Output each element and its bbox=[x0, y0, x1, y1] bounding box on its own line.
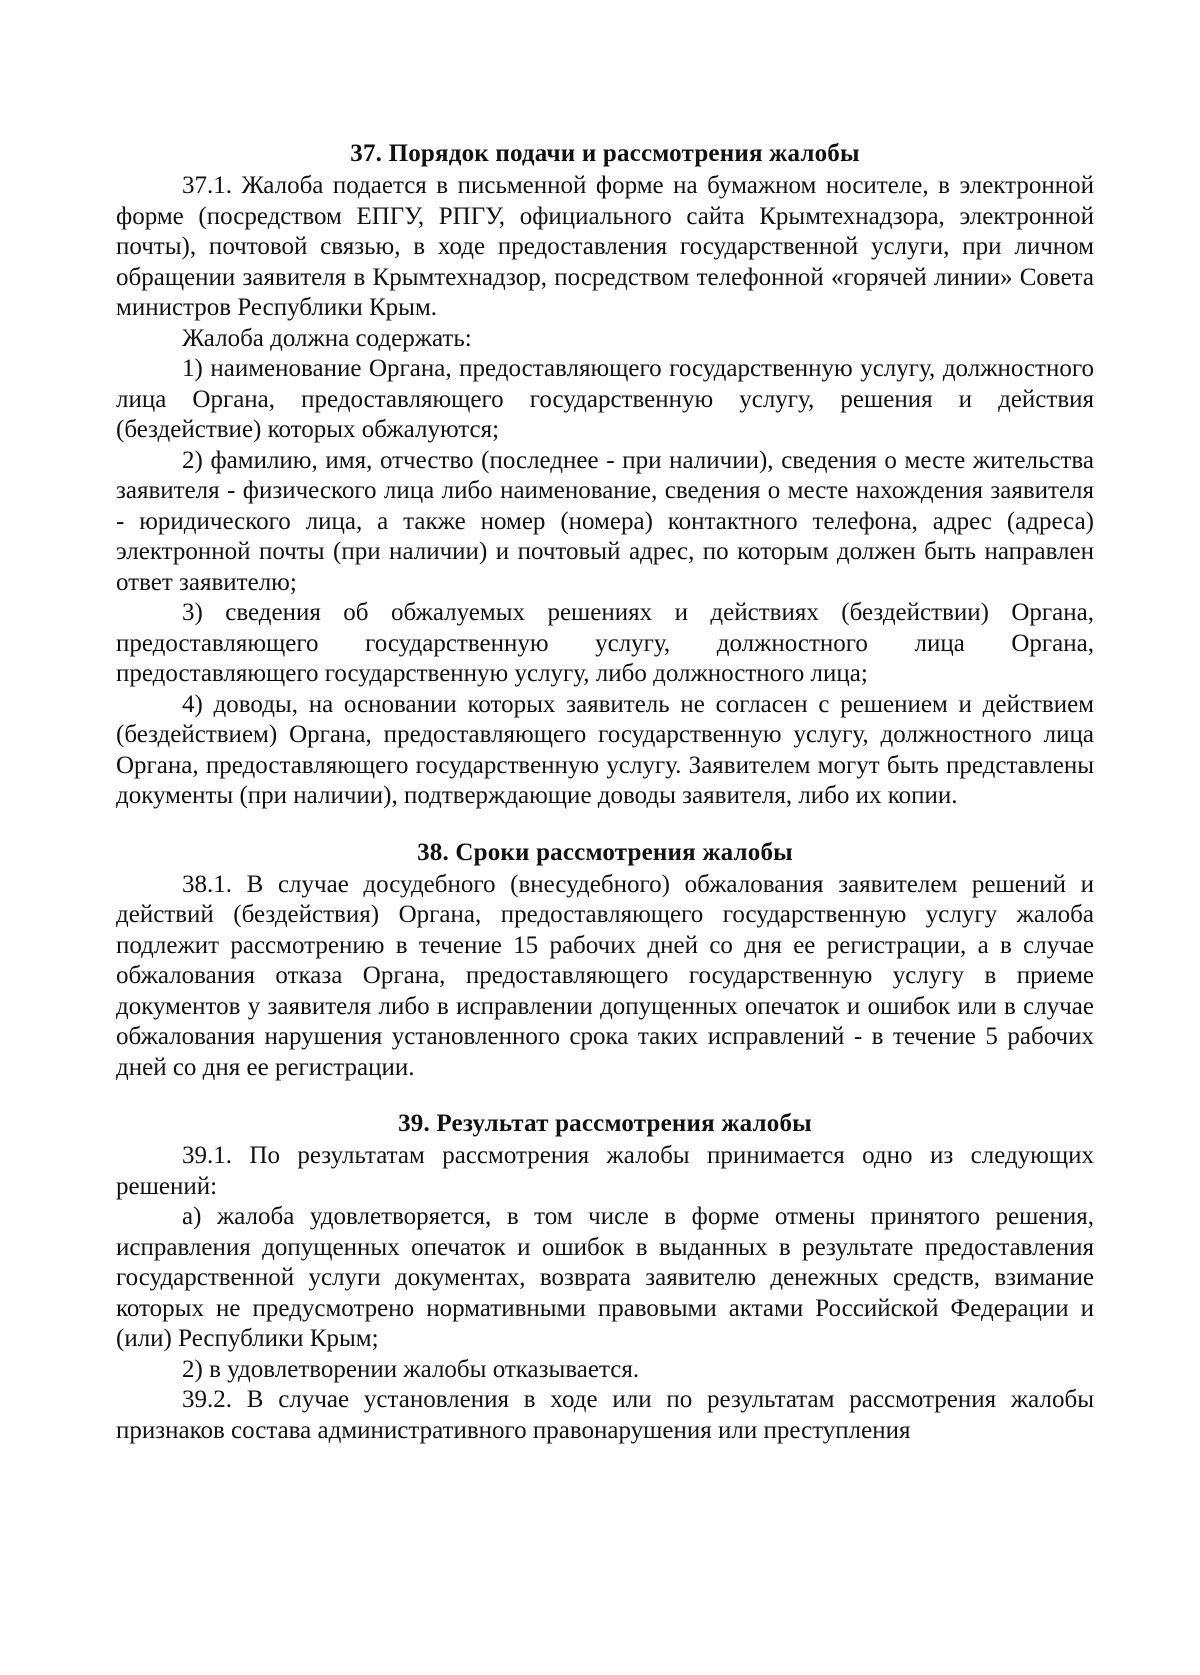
list-item: 3) сведения об обжалуемых решениях и действиях (бездействии) Органа, предоставляющего государственную услугу, должностного лица Органа, предоставляющего государственную услугу, либо должностного лица; bbox=[116, 599, 1094, 687]
paragraph: 39.2. В случае установления в ходе или по результатам рассмотрения жалобы признаков состава административного правонарушения или преступления bbox=[116, 1386, 1094, 1444]
paragraph: 37.1. Жалоба подается в письменной форме на бумажном носителе, в электронной форме (посредством ЕПГУ, РПГУ, официального сайта Крымтехнадзора, электронной почты), почтовой связью, в ходе предоставления государственной услуги, при личном обращении заявителя в Крымтехнадзор, посредством телефонной «горячей линии» Совета министров Республики Крым. bbox=[116, 172, 1094, 321]
list-item: 2) фамилию, имя, отчество (последнее - при наличии), сведения о месте жительства заявителя - физического лица либо наименование, сведения о месте нахождения заявителя - юридического лица, а также номер (номера) контактного телефона, адрес (адреса) электронной почты (при наличии) и почтовый адрес, по которым должен быть направлен ответ заявителю; bbox=[116, 446, 1094, 596]
section-37 bbox=[116, 137, 1094, 812]
section-heading: 37. Порядок подачи и рассмотрения жалобы bbox=[350, 140, 860, 167]
list-item: 2) в удовлетворении жалобы отказывается. bbox=[182, 1355, 640, 1383]
paragraph: Жалоба должна содержать: bbox=[182, 324, 472, 352]
paragraph: 39.1. По результатам рассмотрения жалобы принимается одно из следующих решений: bbox=[116, 1142, 1094, 1200]
list-item: а) жалоба удовлетворяется, в том числе в форме отмены принятого решения, исправления допущенных опечаток и ошибок в выданных в результате предоставления государственной услуги документах, возврата заявителю денежных средств, взимание которых не предусмотрено нормативными правовыми актами Российской Федерации и (или) Республики Крым; bbox=[116, 1203, 1094, 1352]
section-39 bbox=[116, 1107, 1094, 1446]
section-heading: 39. Результат рассмотрения жалобы bbox=[398, 1110, 812, 1137]
paragraph: 38.1. В случае досудебного (внесудебного) обжалования заявителем решений и действий (бездействия) Органа, предоставляющего государственную услугу жалоба подлежит рассмотрению в течение 15 рабочих дней со дня ее регистрации, а в случае обжалования отказа Органа, предоставляющего государственную услугу в приеме документов у заявителя либо в исправлении допущенных опечаток и ошибок или в случае обжалования нарушения установленного срока таких исправлений - в течение 5 рабочих дней со дня ее регистрации. bbox=[116, 870, 1094, 1081]
list-item: 1) наименование Органа, предоставляющего государственную услугу, должностного лица Органа, предоставляющего государственную услугу, решения и действия (бездействие) которых обжалуются; bbox=[116, 355, 1094, 443]
list-item: 4) доводы, на основании которых заявитель не согласен с решением и действием (бездействием) Органа, предоставляющего государственную услугу, должностного лица Органа, предоставляющего государственную услугу. Заявителем могут быть представлены документы (при наличии), подтверждающие доводы заявителя, либо их копии. bbox=[116, 690, 1094, 809]
section-heading: 38. Сроки рассмотрения жалобы bbox=[417, 838, 793, 866]
section-38 bbox=[116, 836, 1094, 1084]
